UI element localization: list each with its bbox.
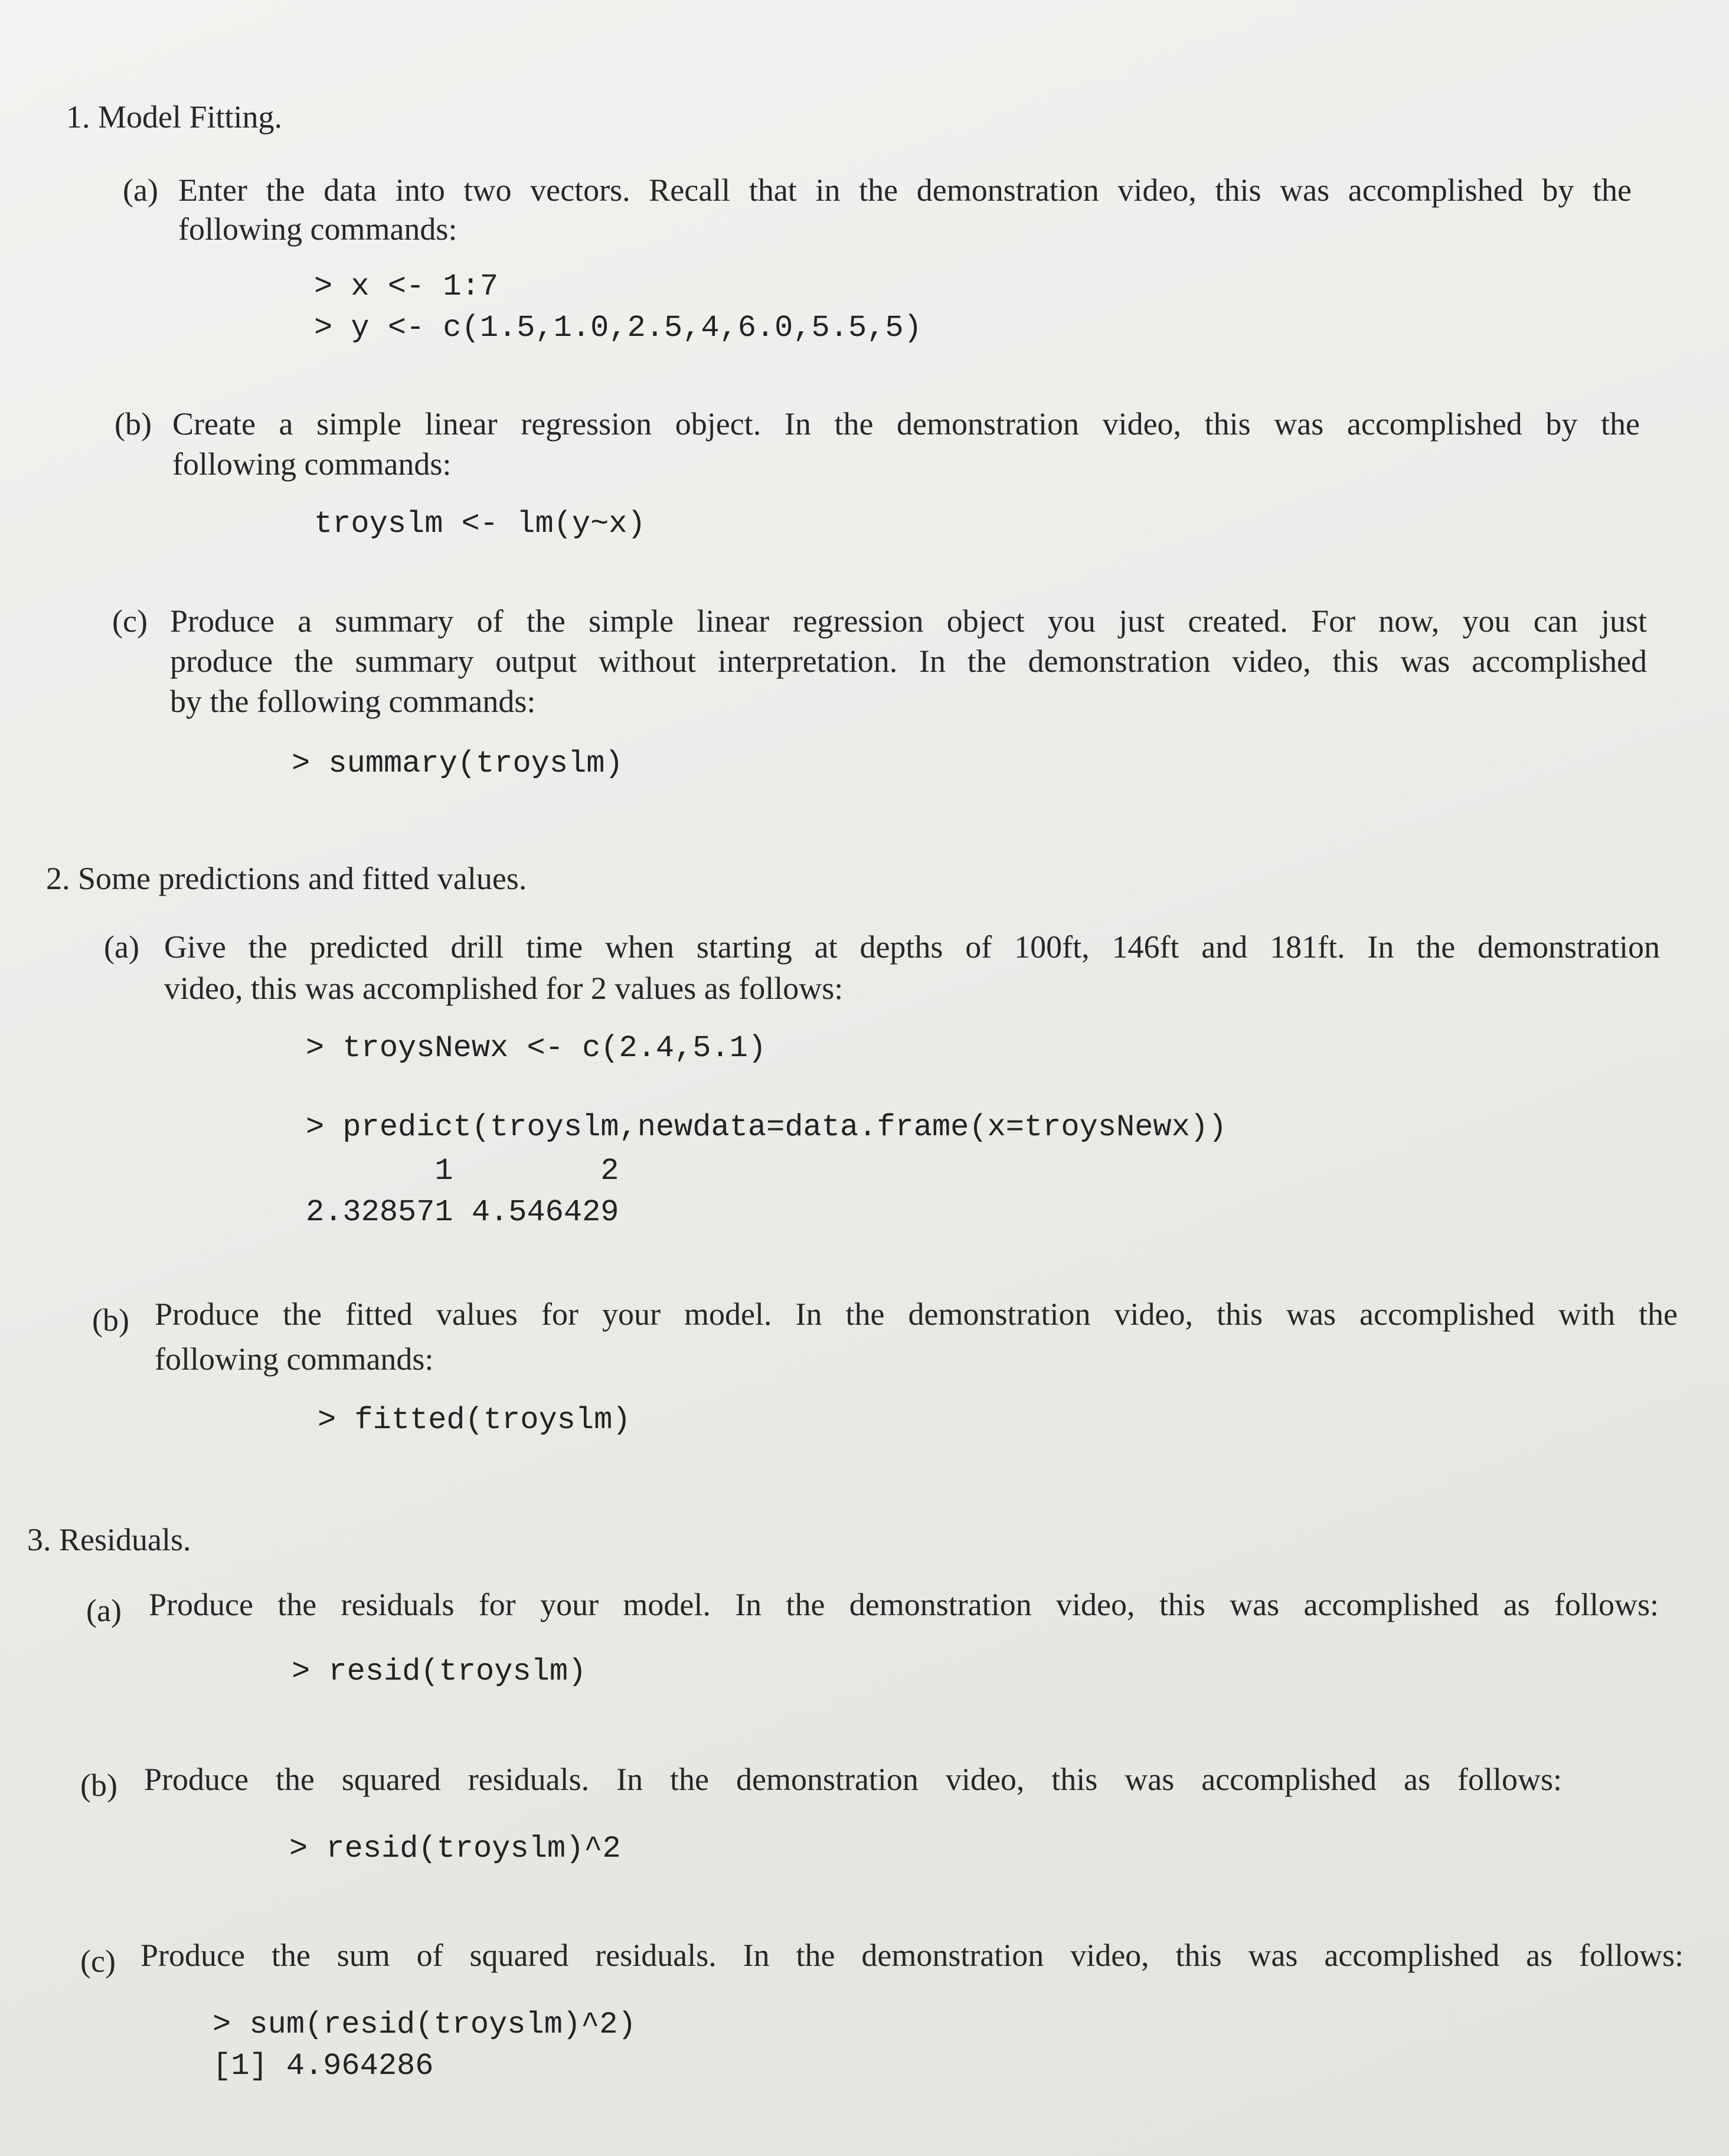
section-1-heading [66,97,282,137]
item-3c-label: (c) [80,1943,116,1979]
item-2a-text-line2: video, this was accomplished for 2 values as follows: [164,971,844,1006]
item-2b-label: (b) [92,1302,129,1338]
item-3b-text-line1: Produce the squared residuals. In the demonstration video, this was accomplished as follows: [144,1762,1562,1797]
item-1c-text-line1: Produce a summary of the simple linear regression object you just created. For now, you can just [170,603,1647,639]
item-1b-text-line1: Create a simple linear regression object. In the demonstration video, this was accomplished by the [172,406,1640,442]
section-1-number: 1. [66,99,90,135]
section-3-title: Residuals. [59,1522,191,1557]
code-output-line: [1] 4.964286 [213,2049,434,2083]
section-2-heading [46,858,527,899]
code-line: > summary(troyslm) [292,746,623,781]
code-line: > resid(troyslm)^2 [289,1831,621,1866]
item-1b-label: (b) [115,406,152,442]
code-line: > predict(troyslm,newdata=data.frame(x=troysNewx)) [306,1110,1227,1145]
section-2-number: 2. [46,861,70,896]
item-1b-text-line2: following commands: [172,446,452,482]
section-2-title: Some predictions and fitted values. [78,861,527,896]
item-3c-text-line1: Produce the sum of squared residuals. In the demonstration video, this was accomplished as follows: [140,1938,1684,1973]
code-output-line: 1 2 [306,1154,619,1188]
section-1-title: Model Fitting. [98,99,283,135]
item-3a-text-line1: Produce the residuals for your model. In the demonstration video, this was accomplished as follows: [149,1587,1659,1622]
item-1a-label: (a) [123,172,158,208]
item-3b-label: (b) [80,1768,117,1803]
code-line: > sum(resid(troyslm)^2) [213,2007,636,2042]
item-1a-text-line1: Enter the data into two vectors. Recall that in the demonstration video, this was accomplished by the [178,172,1632,208]
code-line: > resid(troyslm) [292,1654,587,1689]
section-3-number: 3. [27,1522,51,1557]
code-line: > x <- 1:7 [314,269,499,304]
item-3a-label: (a) [86,1593,122,1628]
item-1c-text-line3: by the following commands: [170,684,536,719]
item-1a-text-line2: following commands: [178,211,457,247]
item-2b-text-line1: Produce the fitted values for your model. In the demonstration video, this was accomplished with the [155,1296,1678,1332]
code-line: > fitted(troyslm) [318,1403,631,1438]
code-line: > y <- c(1.5,1.0,2.5,4,6.0,5.5,5) [314,311,922,345]
section-3-heading [27,1520,191,1560]
code-line: troyslm <- lm(y~x) [314,507,646,541]
code-line: > troysNewx <- c(2.4,5.1) [306,1031,767,1066]
item-1c-label: (c) [112,603,148,639]
item-2b-text-line2: following commands: [155,1341,434,1377]
item-2a-label: (a) [104,929,139,965]
item-2a-text-line1: Give the predicted drill time when starting at depths of 100ft, 146ft and 181ft. In the demonstration [164,929,1660,965]
code-output-line: 2.328571 4.546429 [306,1195,619,1230]
item-1c-text-line2: produce the summary output without interpretation. In the demonstration video, this was accomplished [170,643,1647,679]
